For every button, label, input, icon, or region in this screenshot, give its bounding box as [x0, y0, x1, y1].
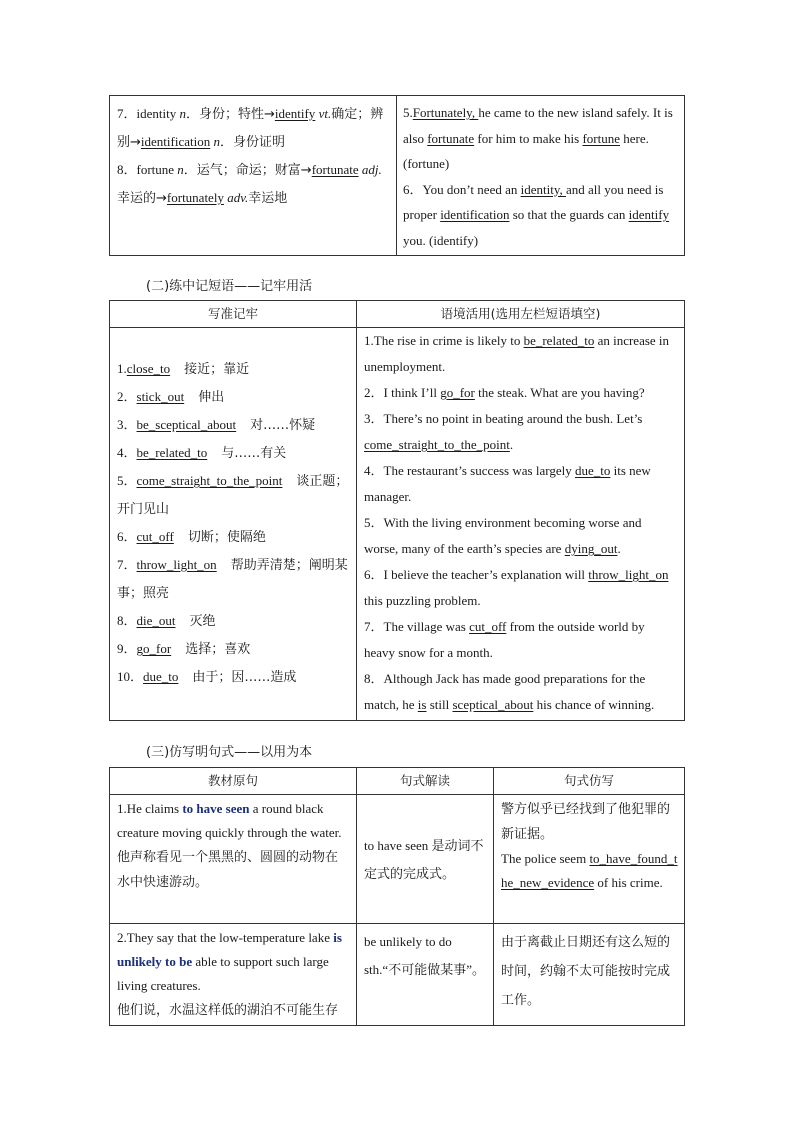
section-title-patterns: (三)仿写明句式——以用为本 [146, 745, 313, 760]
pattern-row-1-original: 1.He claims to have seen a round black creature moving quickly through the water. 他声称看见一个黑黑的、圆圆的动物在水中快速游动。 [110, 795, 357, 924]
phrase-item: 6．cut_off 切断；使隔绝 [117, 529, 266, 545]
pattern-header-imitate: 句式仿写 [494, 768, 685, 795]
entry-fortune: 8．fortune n．运气；命运；财富→fortunate adj.幸运的→fortunately adv.幸运地 [117, 162, 382, 206]
context-sentence: 3．There’s no point in beating around the bush. Let’s come_straight_to_the_point. [364, 411, 643, 452]
phrase-item: 8．die_out 灭绝 [117, 613, 216, 629]
context-sentence: 2．I think I’ll go_for the steak. What are you having? [364, 385, 645, 400]
context-sentence: 8．Although Jack has made good preparations for the match, he is still sceptical_about his chance of winning. [364, 671, 655, 712]
phrases-header-right: 语境活用(选用左栏短语填空) [357, 301, 685, 328]
pattern-row-2-original: 2.They say that the low-temperature lake is unlikely to be able to support such large living creatures. 他们说，水温这样低的湖泊不可能生存 [110, 924, 357, 1026]
sentence-identify: 6．You don’t need an identity, and all you need is proper identification so that the guards can identify you. (identify) [403, 181, 670, 248]
context-sentence: 4．The restaurant’s success was largely due_to its new manager. [364, 463, 651, 504]
phrase-item: 1.close_to 接近；靠近 [117, 361, 250, 377]
phrase-item: 3．be_sceptical_about 对……怀疑 [117, 417, 316, 433]
sentence-list-cell [357, 328, 685, 721]
pattern-row-1-explain: to have seen 是动词不定式的完成式。 [357, 795, 494, 924]
phrase-item: 7．throw_light_on 帮助弄清楚；阐明某事；照亮 [117, 557, 348, 601]
pattern-header-original: 教材原句 [110, 768, 357, 795]
patterns-table [109, 767, 685, 1026]
phrase-item: 2．stick_out 伸出 [117, 389, 225, 405]
phrases-header-left: 写准记牢 [110, 301, 357, 328]
phrases-table [109, 300, 685, 721]
section-title-phrases: (二)练中记短语——记牢用活 [146, 279, 313, 294]
word-family-table [109, 95, 685, 256]
phrase-item: 9．go_for 选择；喜欢 [117, 641, 251, 657]
phrase-item: 4．be_related_to 与……有关 [117, 445, 287, 461]
sentence-fortune: 5.Fortunately, he came to the new island safely. It is also fortunate for him to make his fortune here.(fortune) [403, 105, 673, 171]
pattern-row-2-explain: be unlikely to do sth.“不可能做某事”。 [357, 924, 494, 1026]
pattern-header-explain: 句式解读 [357, 768, 494, 795]
context-sentence: 6．I believe the teacher’s explanation will throw_light_on this puzzling problem. [364, 567, 669, 608]
context-sentence: 5．With the living environment becoming worse and worse, many of the earth’s species are dying_out. [364, 515, 642, 556]
entry-identity: 7．identity n．身份；特性→identify vt.确定；辨别→identification n．身份证明 [117, 106, 384, 150]
pattern-row-2-imitate: 由于离截止日期还有这么短的时间，约翰不太可能按时完成工作。 [494, 924, 685, 1026]
context-sentence: 7．The village was cut_off from the outside world by heavy snow for a month. [364, 619, 645, 660]
phrase-item: 5．come_straight_to_the_point 谈正题；开门见山 [117, 473, 349, 517]
pattern-row-1-imitate: 警方似乎已经找到了他犯罪的新证据。 The police seem to_have_found_the_new_evidence of his crime. [494, 795, 685, 924]
context-sentence: 1.The rise in crime is likely to be_related_to an increase in unemployment. [364, 333, 670, 374]
word-family-left-cell [110, 96, 397, 256]
word-family-right-cell [397, 96, 685, 256]
phrase-list-cell [110, 328, 357, 721]
phrase-item: 10．due_to 由于；因……造成 [117, 669, 297, 685]
